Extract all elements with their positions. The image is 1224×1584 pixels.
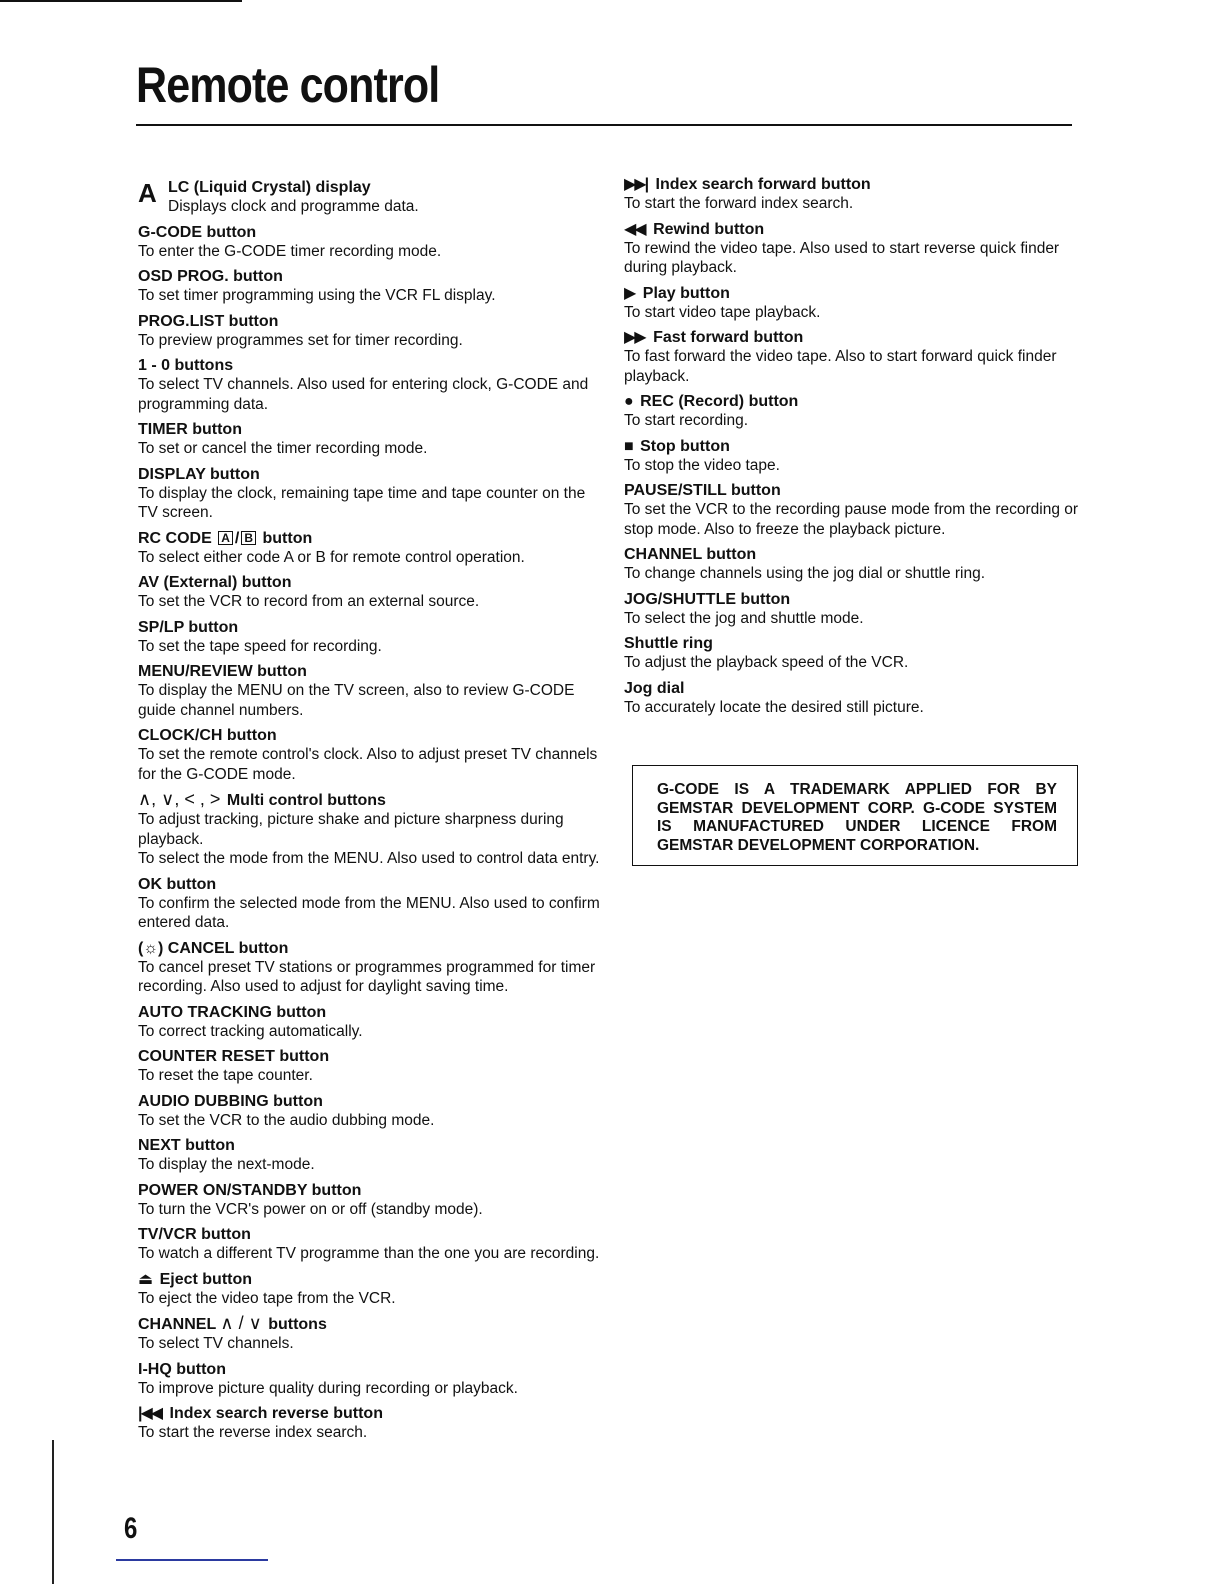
entry-heading: SP/LP button [138, 618, 239, 636]
entry-next-button [138, 1136, 600, 1175]
left-column [138, 178, 600, 1449]
entry-heading: G-CODE button [138, 223, 257, 241]
entry-counter-reset-button [138, 1047, 600, 1086]
top-rule [0, 0, 242, 2]
entry-play-button [624, 284, 1080, 323]
entry-description: To start the forward index search. [624, 195, 854, 212]
entry-description: To watch a different TV programme than the one you are recording. [138, 1245, 600, 1262]
entry-description: To display the clock, remaining tape time and tape counter on the TV screen. [138, 484, 586, 521]
channel-suffix: buttons [268, 1316, 327, 1333]
entry-lcd-display [138, 178, 600, 217]
entry-heading: 1 - 0 buttons [138, 357, 234, 374]
entry-description: To select TV channels. [138, 1335, 294, 1352]
entry-eject-button [138, 1270, 600, 1309]
entry-description: To fast forward the video tape. Also to start forward quick finder playback. [624, 348, 1057, 385]
stop-icon: ■ [624, 437, 632, 455]
bottom-rule [116, 1559, 268, 1561]
entry-menu-review-button [138, 662, 600, 720]
entry-heading: AUTO TRACKING button [138, 1003, 327, 1021]
entry-heading: MENU/REVIEW button [138, 663, 307, 680]
entry-stop-button [624, 437, 1080, 476]
entry-description: To start recording. [624, 412, 749, 429]
entry-description: To cancel preset TV stations or programmes programmed for timer recording. Also used to adjust for daylight saving time. [138, 958, 596, 995]
entry-description: To set the remote control's clock. Also to adjust preset TV channels for the G-CODE mode. [138, 746, 598, 783]
entry-description: To stop the video tape. [624, 456, 780, 474]
rewind-label: Rewind button [653, 220, 765, 238]
eject-icon: ⏏ [138, 1270, 152, 1288]
entry-heading: CLOCK/CH button [138, 727, 277, 744]
entry-ihq-button [138, 1360, 600, 1399]
section-marker: A [138, 178, 157, 208]
entry-description: To improve picture quality during recording or playback. [138, 1379, 518, 1397]
eject-label: Eject button [159, 1270, 253, 1288]
entry-description: To correct tracking automatically. [138, 1022, 363, 1040]
entry-osd-prog-button [138, 267, 600, 306]
entry-cancel-button [138, 939, 600, 997]
entry-timer-button [138, 420, 600, 459]
page-number: 6 [124, 1512, 138, 1545]
record-icon: ● [624, 393, 632, 410]
entry-heading: POWER ON/STANDBY button [138, 1181, 362, 1199]
entry-heading [624, 220, 1080, 239]
entry-description: To display the next-mode. [138, 1156, 315, 1173]
entry-description: To set the VCR to the audio dubbing mode. [138, 1111, 435, 1129]
entry-description: To reset the tape counter. [138, 1067, 313, 1084]
cancel-sun-icon: (☼) [138, 939, 164, 957]
entry-heading: AUDIO DUBBING button [138, 1092, 323, 1110]
entry-description: To confirm the selected mode from the MENU. Also used to confirm entered data. [138, 894, 600, 931]
entry-heading [138, 939, 600, 958]
entry-heading [138, 790, 600, 810]
entry-heading: Shuttle ring [624, 635, 713, 652]
entry-pause-still-button [624, 481, 1080, 539]
entry-heading: OK button [138, 875, 217, 893]
trademark-notice: G-CODE IS A TRADEMARK APPLIED FOR BY GEMSTAR DEVELOPMENT CORP. G-CODE SYSTEM IS MANUFACTURED UNDER LICENCE FROM GEMSTAR DEVELOPMENT CORPORATION. [632, 765, 1078, 866]
fast-forward-label: Fast forward button [653, 329, 804, 346]
index-forward-label: Index search forward button [655, 176, 871, 193]
entry-heading [624, 284, 1080, 303]
entry-description: To start video tape playback. [624, 303, 821, 321]
entry-description: To select TV channels. Also used for entering clock, G-CODE and programming data. [138, 376, 589, 413]
entry-description: To set the VCR to record from an external source. [138, 593, 480, 610]
entry-description: To rewind the video tape. Also used to start reverse quick finder during playback. [624, 239, 1060, 276]
arrow-keys-icon: ∧, ∨, < , > [138, 789, 221, 809]
entry-channel-button [624, 545, 1080, 584]
play-label: Play button [642, 284, 730, 302]
entry-heading: JOG/SHUTTLE button [624, 590, 791, 608]
entry-tv-vcr-button [138, 1225, 600, 1264]
entry-description: To set the VCR to the recording pause mode from the recording or stop mode. Also to freeze the playback picture. [624, 501, 1079, 538]
entry-description: Displays clock and programme data. [168, 198, 419, 215]
entry-auto-tracking-button [138, 1003, 600, 1042]
entry-description: To set or cancel the timer recording mode. [138, 440, 428, 457]
entry-heading: TIMER button [138, 421, 242, 438]
entry-heading [138, 1314, 600, 1334]
entry-av-button [138, 573, 600, 612]
entry-digit-buttons [138, 356, 600, 414]
entry-description: To adjust the playback speed of the VCR. [624, 654, 909, 671]
entry-rewind-button [624, 220, 1080, 278]
entry-description: To start the reverse index search. [138, 1424, 368, 1441]
entry-heading [624, 392, 1080, 411]
entry-heading: Jog dial [624, 679, 685, 697]
description-line: To select the mode from the MENU. Also used to control data entry. [138, 850, 600, 867]
multi-control-label: Multi control buttons [226, 792, 386, 809]
entry-description: To set timer programming using the VCR FL display. [138, 287, 496, 304]
index-forward-icon: ▶▶| [624, 176, 648, 193]
entry-prog-list-button [138, 312, 600, 351]
entry-description: To eject the video tape from the VCR. [138, 1289, 396, 1307]
entry-heading [138, 1404, 600, 1423]
entry-rec-button [624, 392, 1080, 431]
entry-heading: LC (Liquid Crystal) display [168, 179, 371, 196]
entry-splp-button [138, 618, 600, 657]
entry-description: To change channels using the jog dial or shuttle ring. [624, 565, 986, 582]
entry-jog-shuttle-button [624, 590, 1080, 629]
entry-fast-forward-button [624, 328, 1080, 386]
entry-description: To enter the G-CODE timer recording mode. [138, 242, 442, 260]
entry-description: To display the MENU on the TV screen, also to review G-CODE guide channel numbers. [138, 682, 575, 719]
rc-code-suffix: button [262, 529, 313, 547]
rc-code-label: RC CODE [138, 529, 212, 547]
entry-heading [624, 328, 1080, 347]
index-reverse-icon: |◀◀ [138, 1405, 162, 1422]
channel-label: CHANNEL [138, 1316, 216, 1333]
page-title: Remote control [136, 57, 440, 113]
entry-channel-updown-buttons [138, 1314, 600, 1354]
page-margin-bar [52, 1440, 54, 1584]
entry-heading: OSD PROG. button [138, 268, 283, 285]
entry-heading: TV/VCR button [138, 1226, 251, 1243]
entry-display-button [138, 465, 600, 523]
entry-audio-dubbing-button [138, 1092, 600, 1131]
entry-heading [624, 437, 1080, 456]
index-reverse-label: Index search reverse button [169, 1405, 383, 1422]
entry-heading: AV (External) button [138, 574, 292, 591]
entry-jog-dial [624, 679, 1080, 718]
channel-up-down-icon: ∧ / ∨ [220, 1313, 262, 1333]
entry-description: To select either code A or B for remote control operation. [138, 548, 525, 566]
entry-index-search-forward-button [624, 175, 1080, 214]
entry-shuttle-ring [624, 634, 1080, 673]
entry-heading [624, 175, 1080, 194]
entry-heading [138, 1270, 600, 1289]
entry-ok-button [138, 875, 600, 933]
cancel-label: CANCEL button [167, 939, 289, 957]
entry-heading: NEXT button [138, 1137, 235, 1154]
entry-description: To turn the VCR's power on or off (standby mode). [138, 1200, 483, 1218]
entry-heading: I-HQ button [138, 1360, 226, 1378]
entry-index-search-reverse-button [138, 1404, 600, 1443]
code-b-box-icon: B [241, 531, 256, 545]
entry-description [138, 810, 600, 869]
entry-rc-code-button [138, 529, 600, 568]
entry-heading [138, 529, 600, 548]
entry-multi-control-buttons [138, 790, 600, 869]
entry-power-button [138, 1181, 600, 1220]
entry-heading: DISPLAY button [138, 465, 260, 483]
rewind-icon: ◀◀ [624, 220, 645, 238]
rc-code-separator: / [234, 529, 240, 547]
entry-description: To select the jog and shuttle mode. [624, 609, 864, 627]
title-divider [136, 124, 1072, 126]
entry-description: To accurately locate the desired still picture. [624, 698, 924, 716]
entry-gcode-button [138, 223, 600, 262]
stop-label: Stop button [640, 437, 730, 455]
entry-clock-ch-button [138, 726, 600, 784]
entry-heading: CHANNEL button [624, 546, 757, 563]
entry-heading: PAUSE/STILL button [624, 482, 781, 499]
code-a-box-icon: A [218, 531, 233, 545]
rec-label: REC (Record) button [640, 393, 799, 410]
description-line: To adjust tracking, picture shake and picture sharpness during playback. [138, 811, 564, 848]
entry-description: To set the tape speed for recording. [138, 637, 382, 655]
play-icon: ▶ [624, 284, 635, 302]
fast-forward-icon: ▶▶ [624, 329, 645, 346]
entry-description: To preview programmes set for timer recording. [138, 331, 463, 349]
entry-heading: COUNTER RESET button [138, 1048, 330, 1065]
entry-heading: PROG.LIST button [138, 312, 279, 330]
right-column [624, 175, 1080, 723]
